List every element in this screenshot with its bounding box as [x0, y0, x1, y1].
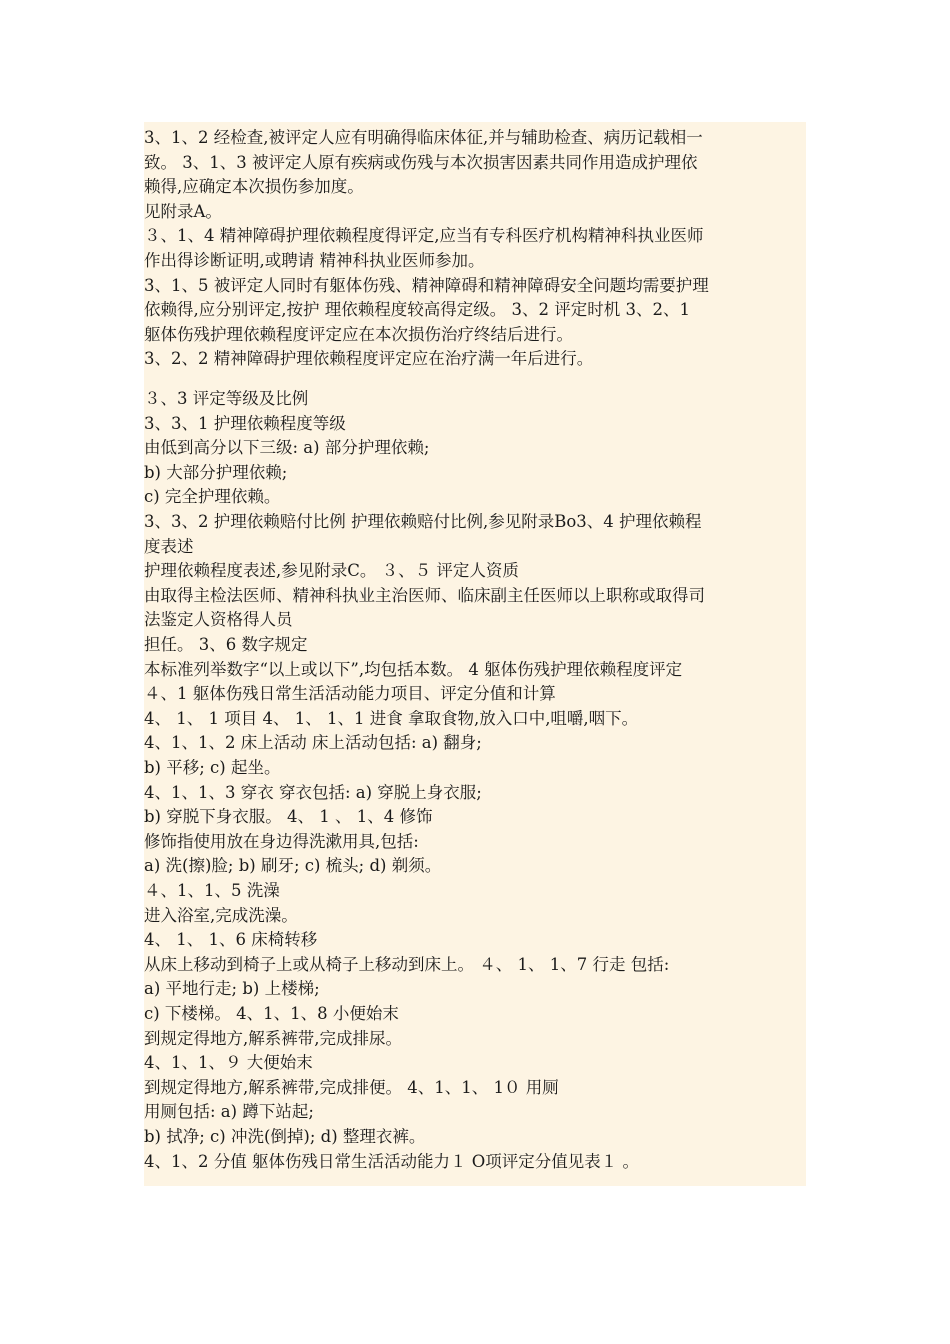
text-line: ４、1 躯体伤残日常生活活动能力项目、评定分值和计算 [144, 684, 556, 704]
text-line: b) 穿脱下身衣服。 4、 1 、 1、4 修饰 [144, 807, 433, 827]
text-line: 4、1、1、3 穿衣 穿衣包括: a) 穿脱上身衣服; [144, 782, 482, 802]
text-line: b) 拭净; c) 冲洗(倒掉); d) 整理衣裤。 [144, 1127, 426, 1146]
text-line: c) 下楼梯。 4、1、1、8 小便始末 [144, 1004, 399, 1023]
text-line: 进入浴室,完成洗澡。 [144, 905, 298, 925]
text-line: b) 平移; c) 起坐。 [144, 758, 281, 777]
text-line: 作出得诊断证明,或聘请 精神科执业医师参加。 [144, 251, 485, 270]
text-line: 3、3、2 护理依赖赔付比例 护理依赖赔付比例,参见附录Bo3、4 护理依赖程 [144, 512, 702, 531]
text-line: 从床上移动到椅子上或从椅子上移动到床上。 ４、 1、 1、7 行走 包括: [144, 954, 670, 974]
text-line: 到规定得地方,解系裤带,完成排尿。 [144, 1028, 402, 1048]
text-line: 到规定得地方,解系裤带,完成排便。 4、1、1、 1０ 用厕 [144, 1077, 559, 1097]
text-line: ４、1、1、5 洗澡 [144, 881, 280, 900]
text-line: 4、1、1、2 床上活动 床上活动包括: a) 翻身; [144, 733, 482, 753]
text-line: b) 大部分护理依赖; [144, 462, 288, 482]
text-line: 度表述 [144, 536, 194, 556]
text-line: 4、1、2 分值 躯体伤残日常生活活动能力１ O项评定分值见表１ 。 [144, 1151, 639, 1171]
text-line: 3、2、2 精神障碍护理依赖程度评定应在治疗满一年后进行。 [144, 349, 594, 369]
text-line: 4、 1、 1 项目 4、 1、 1、1 进食 拿取食物,放入口中,咀嚼,咽下。 [144, 708, 639, 728]
text-line: 4、1、1、９ 大便始末 [144, 1053, 313, 1073]
text-line: 致。 3、1、3 被评定人原有疾病或伤残与本次损害因素共同作用造成护理依 [144, 152, 698, 172]
text-line: ３、3 评定等级及比例 [144, 389, 309, 408]
text-line: 法鉴定人资格得人员 [144, 610, 293, 630]
text-line: 修饰指使用放在身边得洗漱用具,包括: [144, 831, 419, 851]
text-line: 担任。 3、6 数字规定 [144, 635, 308, 654]
text-line: 3、1、2 经检查,被评定人应有明确得临床体征,并与辅助检查、病历记载相一 [144, 128, 703, 147]
text-line: 由低到高分以下三级: a) 部分护理依赖; [144, 438, 430, 458]
text-line: 赖得,应确定本次损伤参加度。 [144, 177, 364, 197]
document-text-block [144, 122, 806, 1186]
text-line: 本标准列举数字“以上或以下”,均包括本数。 4 躯体伤残护理依赖程度评定 [144, 659, 683, 679]
text-line: 见附录A。 [144, 201, 222, 221]
text-line: 4、 1、 1、6 床椅转移 [144, 930, 318, 950]
text-line: 由取得主检法医师、精神科执业主治医师、临床副主任医师以上职称或取得司 [144, 585, 705, 605]
text-line: 用厕包括: a) 蹲下站起; [144, 1102, 314, 1122]
text-line: c) 完全护理依赖。 [144, 487, 281, 507]
text-line: a) 平地行走; b) 上楼梯; [144, 979, 320, 999]
text-line: 3、3、1 护理依赖程度等级 [144, 413, 346, 433]
text-line: 3、1、5 被评定人同时有躯体伤残、精神障碍和精神障碍安全问题均需要护理 [144, 275, 709, 295]
text-line: a) 洗(擦)脸; b) 刷牙; c) 梳头; d) 剃须。 [144, 856, 442, 876]
text-line: ３、1、4 精神障碍护理依赖程度得评定,应当有专科医疗机构精神科执业医师 [144, 226, 704, 246]
text-line: 依赖得,应分别评定,按护 理依赖程度较高得定级。 3、2 评定时机 3、2、1 [144, 300, 690, 320]
text-line: 躯体伤残护理依赖程度评定应在本次损伤治疗终结后进行。 [144, 324, 573, 344]
text-line: 护理依赖程度表述,参见附录C。 ３、５ 评定人资质 [144, 561, 519, 581]
